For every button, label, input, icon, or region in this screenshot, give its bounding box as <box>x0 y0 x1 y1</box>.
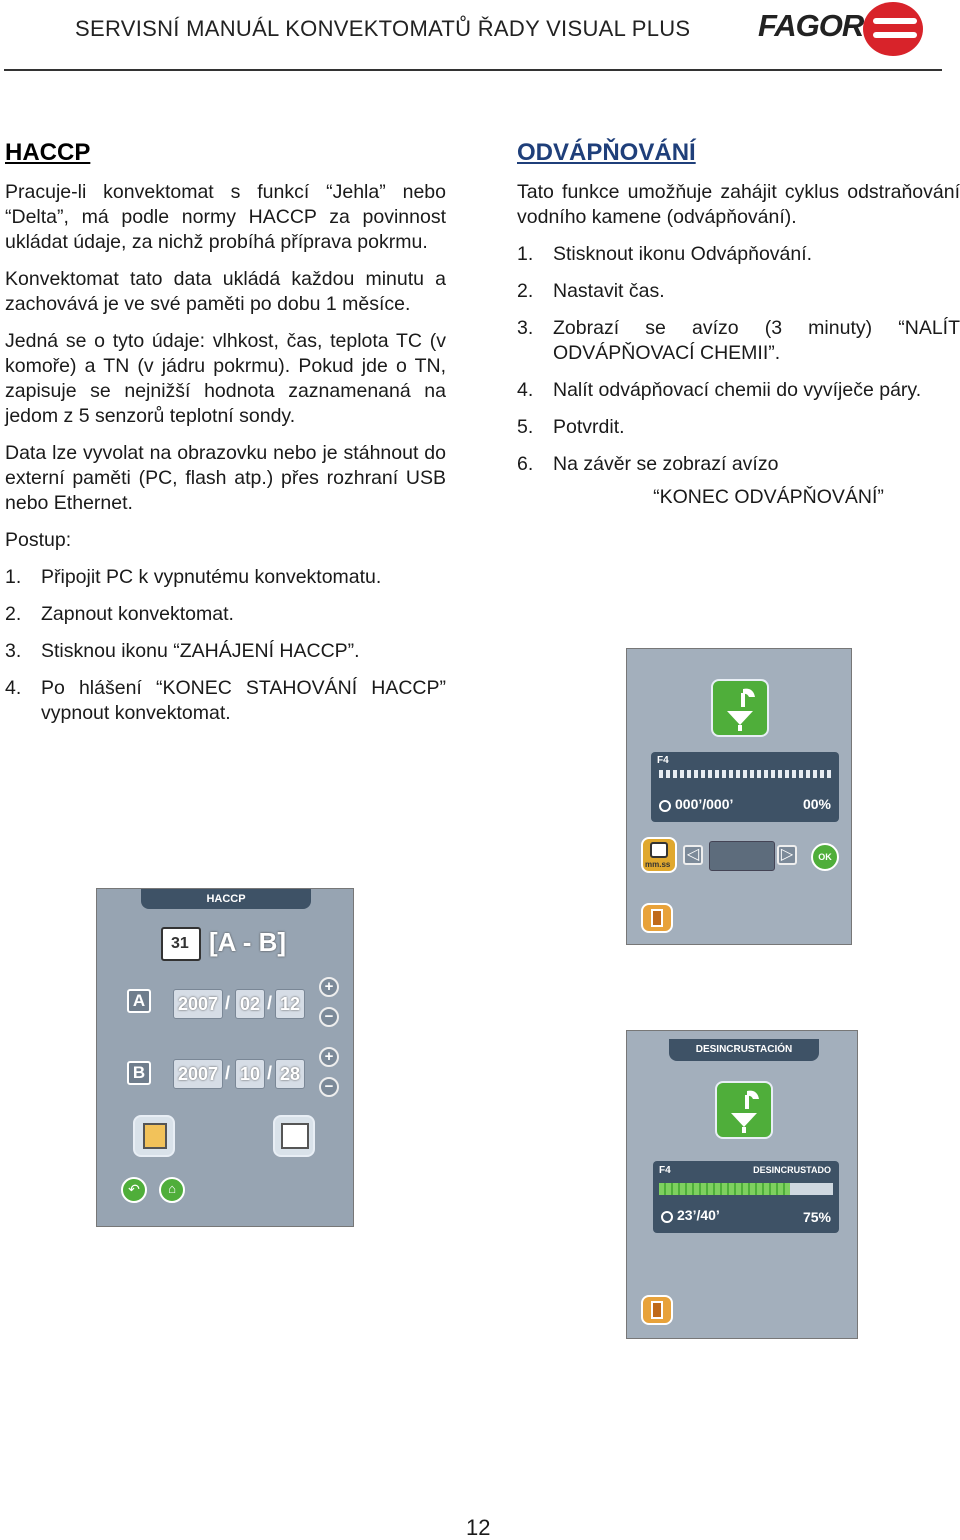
progress-bar <box>659 1183 833 1195</box>
page-header <box>0 0 960 72</box>
date-a-year[interactable]: 2007 <box>173 989 223 1019</box>
fagor-logo <box>758 2 928 58</box>
odvapnovani-intro: Tato funkce umožňuje zahájit cyklus odstraňování vodního kamene (odvápňování). <box>517 181 960 228</box>
timer-button[interactable] <box>641 837 677 873</box>
percent-readout: 75% <box>802 1209 831 1225</box>
haccp-paragraph: Konvektomat tato data ukládá každou minutu a zachovává je ve své paměti po dobu 1 měsíce. <box>5 268 446 315</box>
date-a-plus-button[interactable]: + <box>319 977 339 997</box>
time-readout: 000’/000’ <box>675 796 734 812</box>
haccp-section <box>5 138 446 738</box>
list-item: 4. Po hlášení “KONEC STAHOVÁNÍ HACCP” vypnout konvektomat. <box>5 677 446 724</box>
ok-button[interactable] <box>811 843 839 871</box>
date-a-day[interactable]: 12 <box>275 989 305 1019</box>
date-b-year[interactable]: 2007 <box>173 1059 223 1089</box>
haccp-paragraph: Jedná se o tyto údaje: vlhkost, čas, teplota TC (v komoře) a TN (v jádru pokrmu). Pokud jde o TN, zapisuje se nejnižší hodnota zaznamenaná na jedom z 5 senzorů teplotní sondy. <box>5 330 446 427</box>
list-item: 2. Nastavit čas. <box>517 280 665 302</box>
view-haccp-button[interactable] <box>273 1115 315 1157</box>
mmss-label: mm.ss <box>645 860 671 869</box>
status-label: DESINCRUSTADO <box>753 1165 831 1175</box>
haccp-screen <box>96 888 354 1227</box>
progress-fill <box>659 1183 790 1195</box>
odvapnovani-heading: ODVÁPŇOVÁNÍ <box>517 139 696 166</box>
final-notice: “KONEC ODVÁPŇOVÁNÍ” <box>653 486 884 508</box>
date-a-sep: / <box>267 993 273 1013</box>
descaling-icon <box>717 1083 771 1137</box>
download-haccp-button[interactable] <box>133 1115 175 1157</box>
descaling-button[interactable] <box>711 679 769 737</box>
date-b-minus-button[interactable]: − <box>319 1077 339 1097</box>
date-a-label: A <box>127 989 151 1013</box>
page-number: 12 <box>466 1515 491 1540</box>
list-item: 5. Potvrdit. <box>517 416 625 438</box>
door-icon <box>651 909 663 927</box>
haccp-steps <box>5 565 446 726</box>
f4-label: F4 <box>657 755 669 766</box>
ok-label: OK <box>818 852 832 862</box>
descaling-icon <box>713 681 767 735</box>
list-item: 6. Na závěr se zobrazí avízo <box>517 453 779 475</box>
home-button[interactable]: ⌂ <box>159 1177 185 1203</box>
list-item: 3. Stisknou ikonu “ZAHÁJENÍ HACCP”. <box>5 640 360 662</box>
decrease-button[interactable]: ◁ <box>683 845 703 865</box>
date-b-sep: / <box>267 1063 273 1083</box>
progress-panel <box>653 1161 839 1233</box>
haccp-heading: HACCP <box>5 139 91 166</box>
graph-eye-icon <box>281 1123 309 1149</box>
time-input[interactable] <box>709 841 775 871</box>
door-icon <box>651 1301 663 1319</box>
descaling-running-screen <box>626 1030 858 1339</box>
list-item: 1. Stisknout ikonu Odvápňování. <box>517 243 813 265</box>
exit-button[interactable] <box>641 1295 673 1325</box>
date-b-label: B <box>127 1061 151 1085</box>
date-b-day[interactable]: 28 <box>275 1059 305 1089</box>
increase-button[interactable]: ▷ <box>777 845 797 865</box>
list-item: 4. Nalít odvápňovací chemii do vyvíječe páry. <box>517 379 922 401</box>
logo-text: FAGOR <box>758 8 864 43</box>
exit-button[interactable] <box>641 903 673 933</box>
timer-icon <box>650 842 668 858</box>
postup-label: Postup: <box>5 529 72 551</box>
date-b-sep: / <box>225 1063 231 1083</box>
date-a-month[interactable]: 02 <box>235 989 265 1019</box>
time-readout: 23’/40’ <box>677 1207 720 1223</box>
manual-title: SERVISNÍ MANUÁL KONVEKTOMATŮ ŘADY VISUAL PLUS <box>75 16 691 41</box>
clock-icon <box>659 800 671 812</box>
running-titlebar <box>669 1039 819 1061</box>
calendar-icon <box>161 927 201 961</box>
logo-mark-icon <box>863 2 923 56</box>
header-divider <box>4 69 942 71</box>
progress-ticks <box>659 770 831 778</box>
progress-panel <box>651 752 839 822</box>
haccp-paragraph: Data lze vyvolat na obrazovku nebo je stáhnout do externí paměti (PC, flash atp.) přes rozhraní USB nebo Ethernet. <box>5 442 446 514</box>
f4-label: F4 <box>659 1165 671 1176</box>
running-title: DESINCRUSTACIÓN <box>695 1044 793 1055</box>
haccp-screen-titlebar <box>141 889 311 909</box>
download-icon <box>143 1123 167 1149</box>
descaling-button[interactable] <box>715 1081 773 1139</box>
percent-readout: 00% <box>802 796 831 812</box>
odvapnovani-steps <box>517 242 960 477</box>
back-button[interactable]: ↶ <box>121 1177 147 1203</box>
date-a-minus-button[interactable]: − <box>319 1007 339 1027</box>
calendar-day: 31 <box>171 935 189 952</box>
date-b-plus-button[interactable]: + <box>319 1047 339 1067</box>
descaling-setup-screen <box>626 648 852 945</box>
haccp-paragraph: Pracuje-li konvektomat s funkcí “Jehla” nebo “Delta”, má podle normy HACCP za povinnost ukládat údaje, za nichž probíhá příprava pokrmu. <box>5 181 446 253</box>
list-item: 1. Připojit PC k vypnutému konvektomatu. <box>5 566 382 588</box>
date-a-sep: / <box>225 993 231 1013</box>
odvapnovani-section <box>517 138 960 510</box>
list-item: 2. Zapnout konvektomat. <box>5 603 234 625</box>
range-label: [A - B] <box>209 927 287 957</box>
list-item: 3. Zobrazí se avízo (3 minuty) “NALÍT ODVÁPŇOVACÍ CHEMII”. <box>517 317 960 364</box>
haccp-screen-title: HACCP <box>206 893 246 905</box>
date-b-month[interactable]: 10 <box>235 1059 265 1089</box>
clock-icon <box>661 1211 673 1223</box>
